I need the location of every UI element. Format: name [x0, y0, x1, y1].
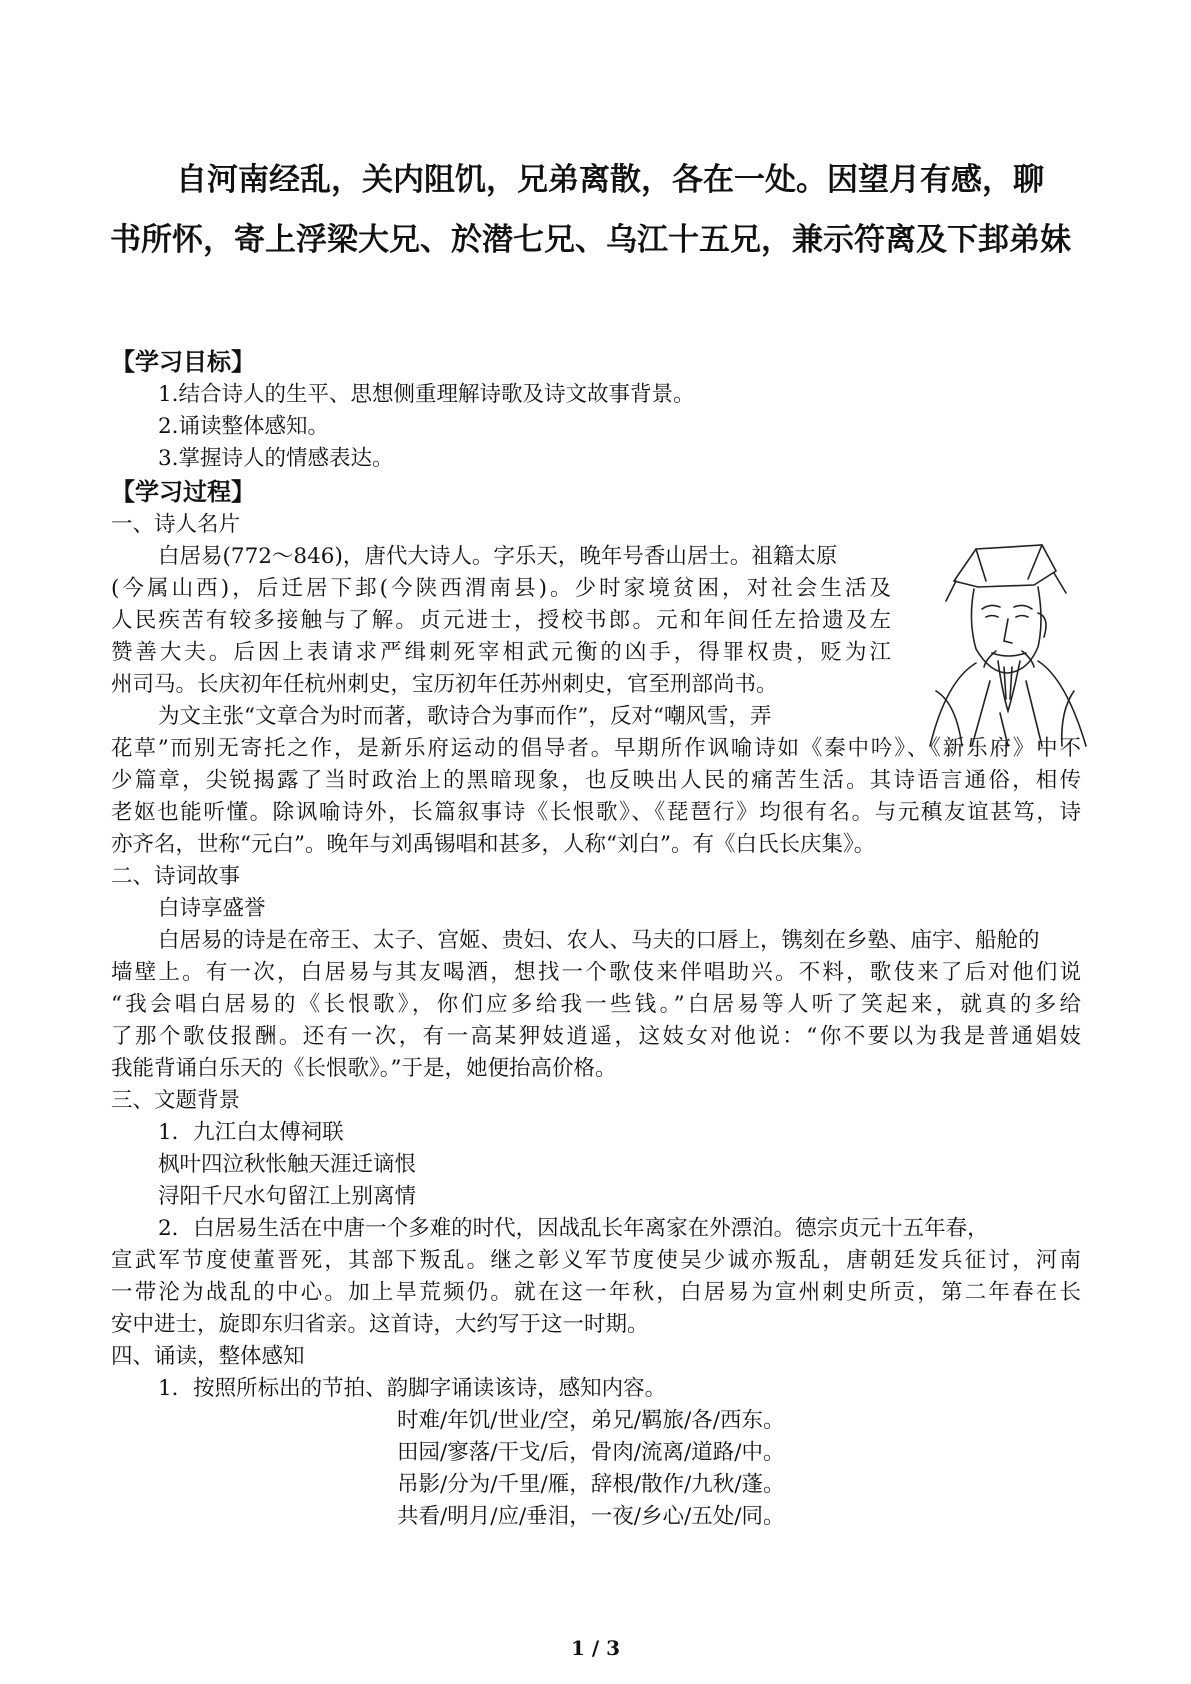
poem-line: 共看/明月/应/垂泪，一夜/乡心/五处/同。: [397, 1504, 785, 1529]
document-title: [0, 150, 1191, 270]
background-line: 宣武军节度使董晋死，其部下叛乱。继之彰义军节度使吴少诚亦叛乱，唐朝廷发兵征讨，河南: [111, 1248, 1081, 1273]
couplet-line: 浔阳千尺水句留江上别离情: [158, 1184, 417, 1209]
bio-line: 亦齐名，世称“元白”。晚年与刘禹锡唱和甚多，人称“刘白”。有《白氏长庆集》。: [111, 832, 876, 857]
poem-line: 吊影/分为/千里/雁，辞根/散作/九秋/蓬。: [397, 1472, 785, 1497]
bio-line: 少篇章，尖锐揭露了当时政治上的黑暗现象，也反映出人民的痛苦生活。其诗语言通俗，相传: [111, 768, 1081, 793]
background-line: 2．白居易生活在中唐一个多难的时代，因战乱长年离家在外漂泊。德宗贞元十五年春，: [158, 1216, 989, 1241]
couplet-line: 枫叶四泣秋怅触天涯迁谪恨: [158, 1152, 417, 1177]
story-subtitle: 白诗享盛誉: [158, 896, 266, 921]
bio-line: 赞善大夫。后因上表请求严缉刺死宰相武元衡的凶手，得罪权贵，贬为江: [111, 640, 891, 665]
story-line: 墙壁上。有一次，白居易与其友喝酒，想找一个歌伎来伴唱助兴。不料，歌伎来了后对他们说: [111, 960, 1081, 985]
page-number: 1 / 3: [570, 1636, 621, 1660]
bio-line: 州司马。长庆初年任杭州刺史，宝历初年任苏州刺史，官至刑部尚书。: [111, 672, 778, 697]
background-item: 1．九江白太傅祠联: [158, 1120, 344, 1145]
goal-item: 3.掌握诗人的情感表达。: [158, 446, 394, 471]
bio-line: 白居易(772～846)，唐代大诗人。字乐天，晚年号香山居士。祖籍太原: [158, 544, 838, 569]
bio-line: 为文主张“文章合为时而著，歌诗合为事而作”，反对“嘲风雪，弄: [158, 704, 772, 729]
story-line: 白居易的诗是在帝王、太子、宫姬、贵妇、农人、马夫的口唇上，镌刻在乡塾、庙宇、船舱的: [158, 928, 1040, 953]
goals-heading: 【学习目标】: [111, 348, 255, 376]
document-body: [111, 345, 1081, 1533]
background-line: 一带沦为战乱的中心。加上旱荒频仍。就在这一年秋，白居易为宣州刺史所贡，第二年春在长: [111, 1280, 1081, 1305]
bio-line: 人民疾苦有较多接触与了解。贞元进士，授校书郎。元和年间任左拾遗及左: [111, 608, 891, 633]
poet-card: [111, 541, 1081, 733]
poem-line: 时难/年饥/世业/空，弟兄/羁旅/各/西东。: [397, 1408, 785, 1433]
section-heading-background: 三、文题背景: [111, 1088, 241, 1113]
story-line: 了那个歌伎报酬。还有一次，有一高某狎妓逍遥，这妓女对他说：“你不要以为我是普通娼妓: [111, 1024, 1081, 1049]
poem-line: 田园/寥落/干戈/后，骨肉/流离/道路/中。: [397, 1440, 785, 1465]
poet-portrait-image: [916, 541, 1096, 751]
story-line: 我能背诵白乐天的《长恨歌》。”于是，她便抬高价格。: [111, 1056, 617, 1081]
section-heading-poem-story: 二、诗词故事: [111, 864, 241, 889]
bio-line: 老妪也能听懂。除讽喻诗外，长篇叙事诗《长恨歌》、《琵琶行》均很有名。与元稹友谊甚笃，诗: [111, 800, 1081, 825]
background-line: 安中进士，旋即东归省亲。这首诗，大约写于这一时期。: [111, 1312, 649, 1337]
bio-line: 花草”而别无寄托之作，是新乐府运动的倡导者。早期所作讽喻诗如《秦中吟》、《新乐府》中不: [111, 736, 1081, 761]
bio-line: (今属山西)，后迁居下邽(今陕西渭南县)。少时家境贫困，对社会生活及: [111, 576, 891, 601]
title-line-2: 书所怀，寄上浮梁大兄、於潜七兄、乌江十五兄，兼示符离及下邽弟妹: [110, 222, 1071, 258]
section-heading-reading: 四、诵读，整体感知: [111, 1344, 305, 1369]
goal-item: 1.结合诗人的生平、思想侧重理解诗歌及诗文故事背景。: [158, 382, 695, 407]
poet-bio: [111, 541, 891, 733]
title-line-1: 自河南经乱，关内阻饥，兄弟离散，各在一处。因望月有感，聊: [176, 162, 1044, 198]
goal-item: 2.诵读整体感知。: [158, 414, 330, 439]
reading-item: 1．按照所标出的节拍、韵脚字诵读该诗，感知内容。: [158, 1376, 667, 1401]
story-line: “我会唱白居易的《长恨歌》，你们应多给我一些钱。”白居易等人听了笑起来，就真的多给: [111, 992, 1081, 1017]
process-heading: 【学习过程】: [111, 478, 255, 506]
section-heading-poet-card: 一、诗人名片: [111, 512, 241, 537]
